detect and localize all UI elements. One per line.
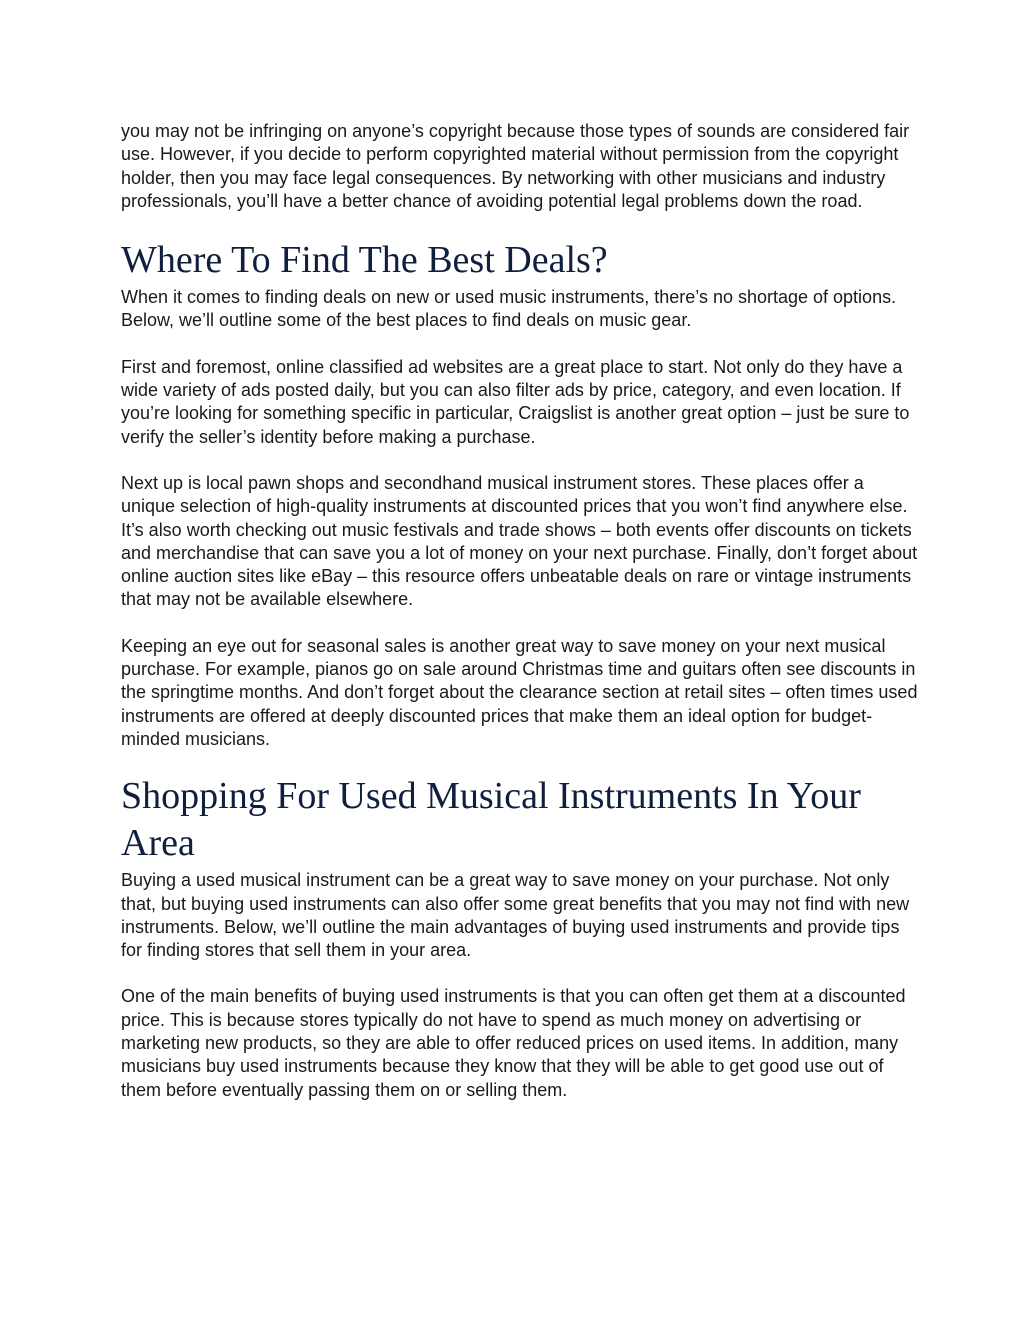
paragraph: Next up is local pawn shops and secondhand musical instrument stores. These places offer a unique selection of high-quality instruments at discounted prices that you won’t find anywhere else. It’s also worth checking out music festivals and trade shows – both events offer discounts on tickets and merchandise that can save you a lot of money on your next purchase. Finally, don’t forget about online auction sites like eBay – this resource offers unbeatable deals on rare or vintage instruments that may not be available elsewhere. bbox=[121, 472, 918, 610]
paragraph: One of the main benefits of buying used instruments is that you can often get them at a discounted price. This is because stores typically do not have to spend as much money on advertising or marketing new products, so they are able to offer reduced prices on used items. In addition, many musicians buy used instruments because they know that they will be able to get good use out of them before eventually passing them on or selling them. bbox=[121, 986, 906, 1100]
intro-paragraph: you may not be infringing on anyone’s copyright because those types of sounds are considered fair use. However, if you decide to perform copyrighted material without permission from the copyright holder, then you may face legal consequences. By networking with other musicians and industry professionals, you’ll have a better chance of avoiding potential legal problems down the road. bbox=[121, 121, 910, 211]
paragraph: When it comes to finding deals on new or used music instruments, there’s no shortage of options. Below, we’ll outline some of the best places to find deals on music gear. bbox=[121, 287, 897, 331]
paragraph: Buying a used musical instrument can be a great way to save money on your purchase. Not only that, but buying used instruments can also offer some great benefits that you may not find with new instruments. Below, we’ll outline the main advantages of buying used instruments and provide tips for finding stores that sell them in your area. bbox=[121, 870, 910, 961]
section-heading-best-deals: Where To Find The Best Deals? bbox=[121, 239, 608, 282]
section-heading-used-instruments: Shopping For Used Musical Instruments In Your Area bbox=[121, 775, 861, 865]
paragraph: First and foremost, online classified ad websites are a great place to start. Not only do they have a wide variety of ads posted daily, but you can also filter ads by price, category, and even location. If you’re looking for something specific in particular, Craigslist is another great option – just be sure to verify the seller’s identity before making a purchase. bbox=[121, 356, 910, 447]
document-page bbox=[121, 120, 921, 1102]
paragraph: Keeping an eye out for seasonal sales is another great way to save money on your next musical purchase. For example, pianos go on sale around Christmas time and guitars often see discounts in the springtime months. And don’t forget about the clearance section at retail sites – often times used instruments are offered at deeply discounted prices that make them an ideal option for budget-minded musicians. bbox=[121, 635, 918, 749]
